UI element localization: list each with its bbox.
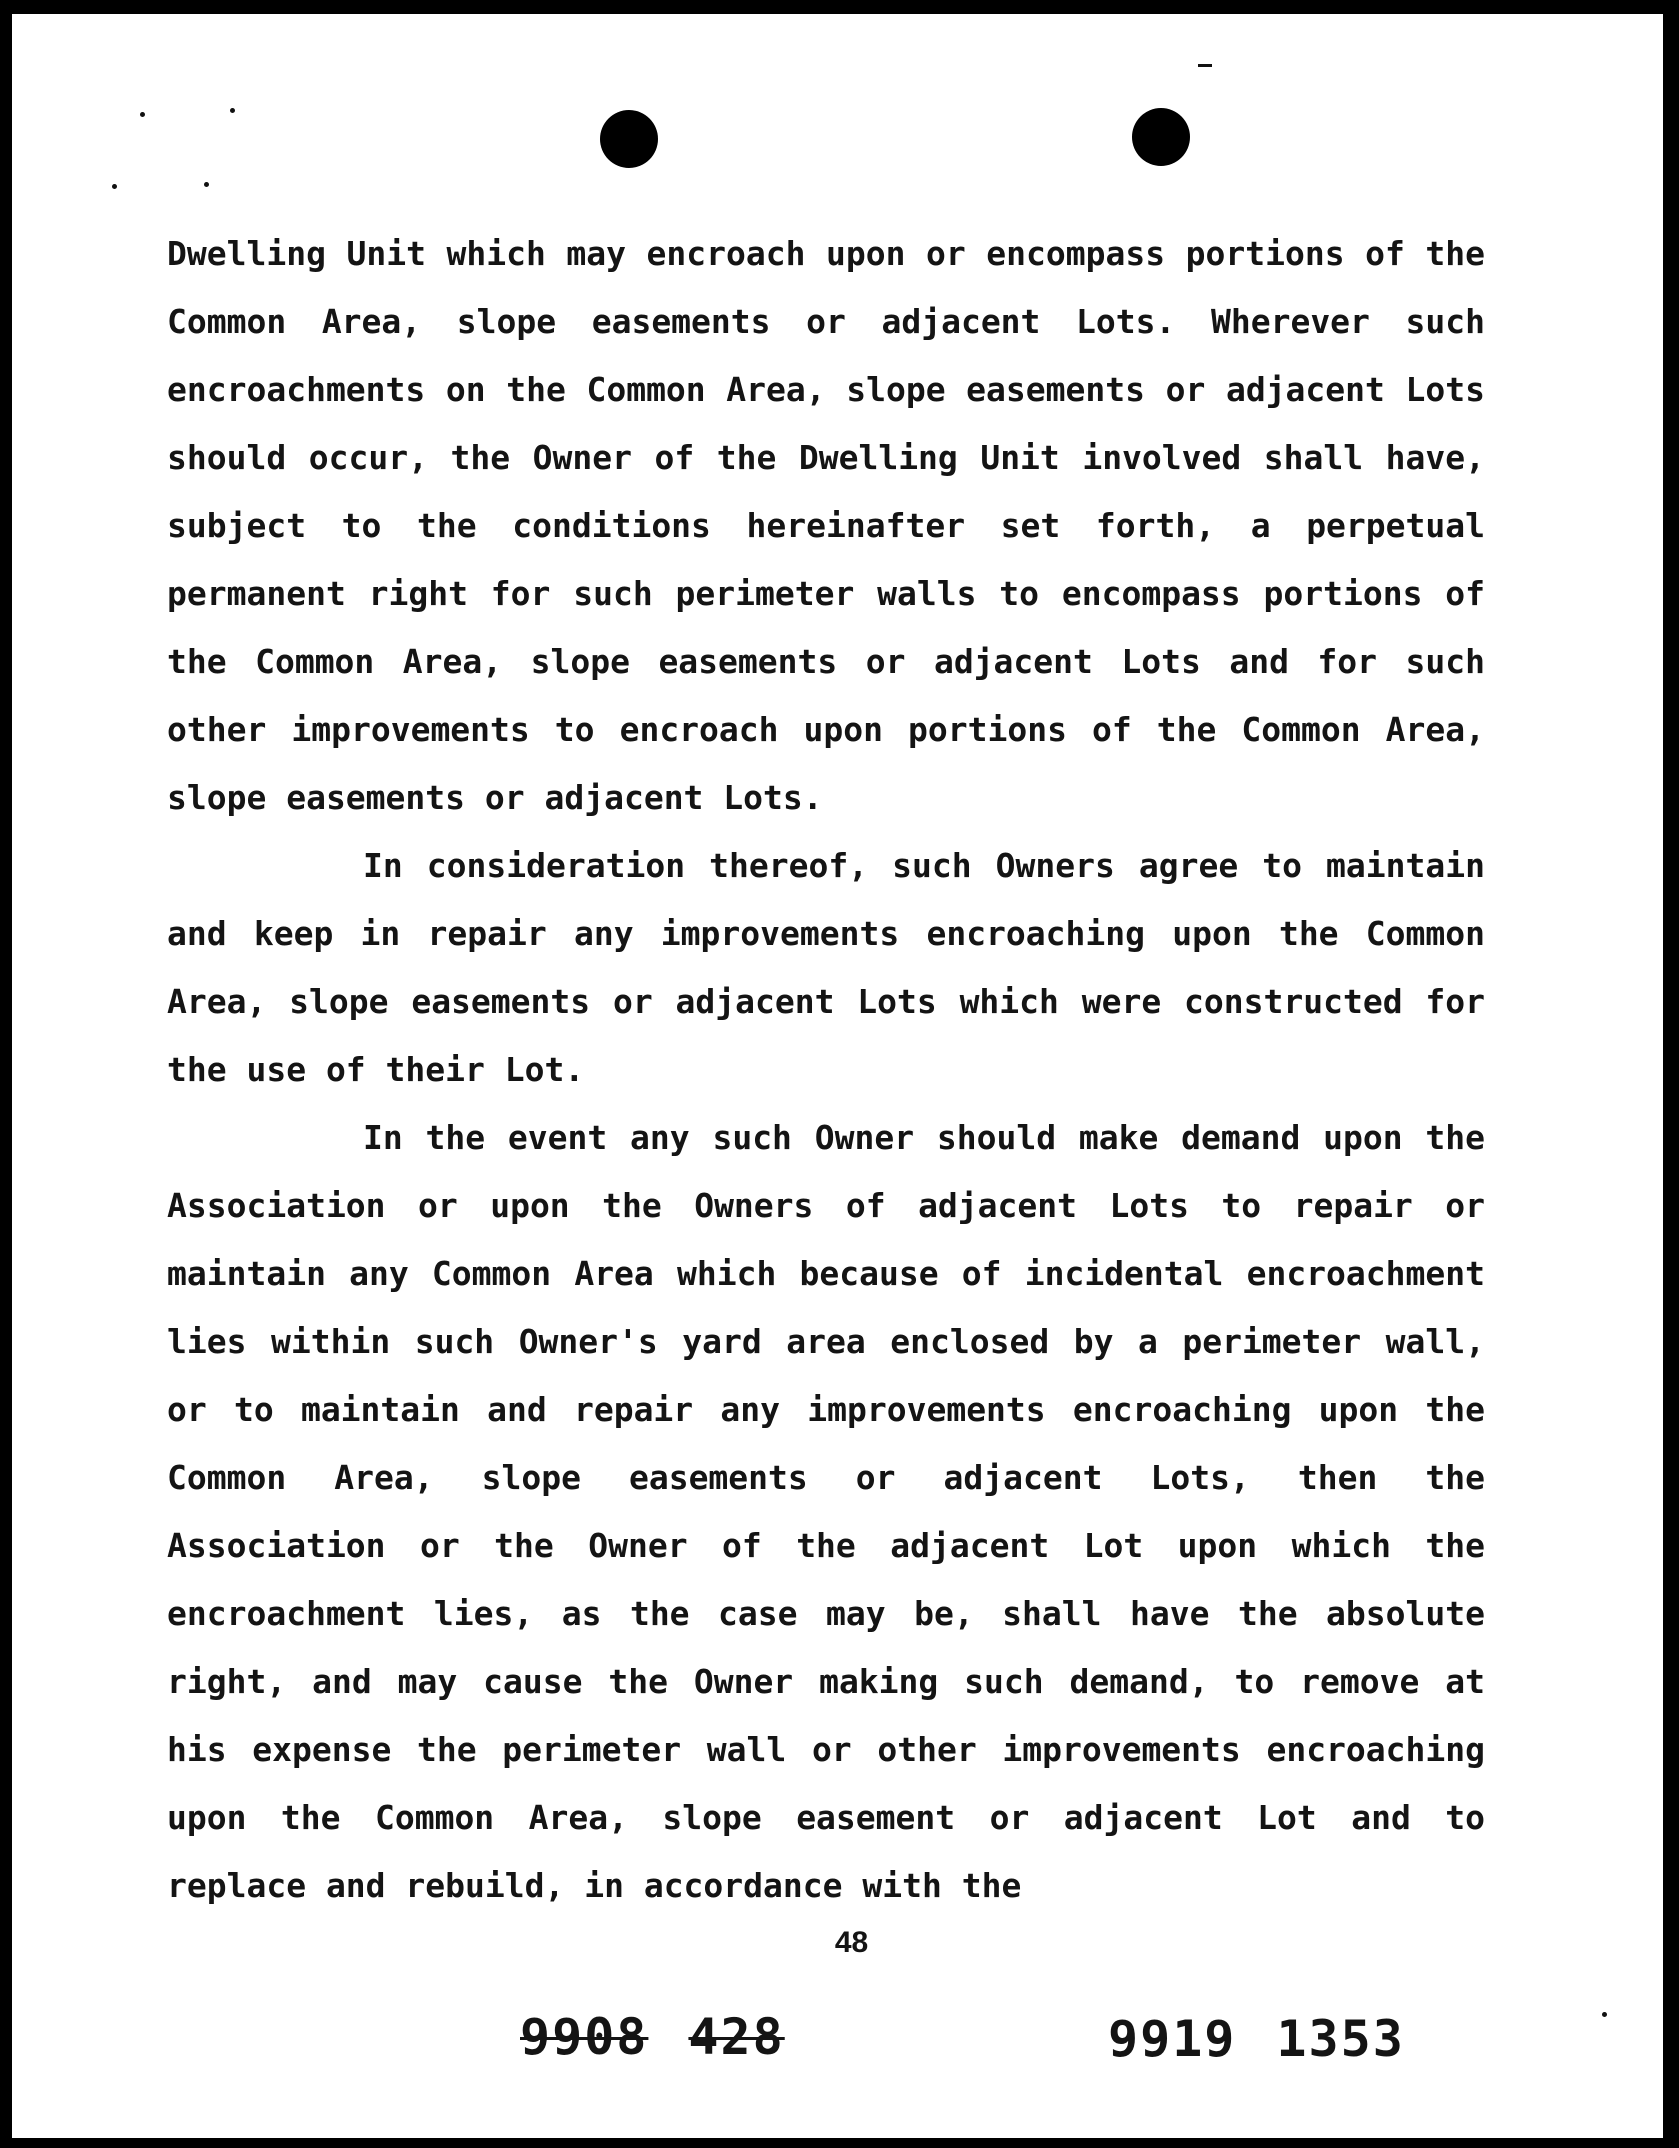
struck-record-page: 428 <box>688 2008 785 2066</box>
punch-hole-right <box>1132 108 1190 166</box>
scan-speck <box>140 112 145 117</box>
scan-speck <box>204 182 209 187</box>
scan-speck <box>1602 2012 1607 2017</box>
record-number <box>1108 2010 1405 2068</box>
struck-record-number <box>520 2008 785 2066</box>
page-number: 48 <box>834 1926 869 1959</box>
record-book: 9919 <box>1108 2010 1237 2068</box>
paragraph-2: In consideration thereof, such Owners agree to maintain and keep in repair any improvements encroaching upon the Common Area, slope easements or adjacent Lots which were constructed for the use of their Lot. <box>167 846 1485 1089</box>
scan-speck <box>112 184 117 189</box>
punch-hole-left <box>600 110 658 168</box>
scan-speck <box>230 108 235 113</box>
body-text <box>167 220 1485 1920</box>
record-page: 1353 <box>1276 2010 1405 2068</box>
struck-record-book: 9908 <box>520 2008 649 2066</box>
paragraph-3: In the event any such Owner should make demand upon the Association or upon the Owners of adjacent Lots to repair or maintain any Common Area which because of incidental encroachment lies within such Owner's yard area enclosed by a perimeter wall, or to maintain and repair any improvements encroaching upon the Common Area, slope easements or adjacent Lots, then the Association or the Owner of the adjacent Lot upon which the encroachment lies, as the case may be, shall have the absolute right, and may cause the Owner making such demand, to remove at his expense the perimeter wall or other improvements encroaching upon the Common Area, slope easement or adjacent Lot and to replace and rebuild, in accordance with the <box>167 1118 1485 1905</box>
paragraph-1: Dwelling Unit which may encroach upon or encompass portions of the Common Area, slope easements or adjacent Lots. Wherever such encroachments on the Common Area, slope easements or adjacent Lots should occur, the Owner of the Dwelling Unit involved shall have, subject to the conditions hereinafter set forth, a perpetual permanent right for such perimeter walls to encompass portions of the Common Area, slope easements or adjacent Lots and for such other improvements to encroach upon portions of the Common Area, slope easements or adjacent Lots. <box>167 234 1485 817</box>
scan-speck <box>1198 64 1212 67</box>
